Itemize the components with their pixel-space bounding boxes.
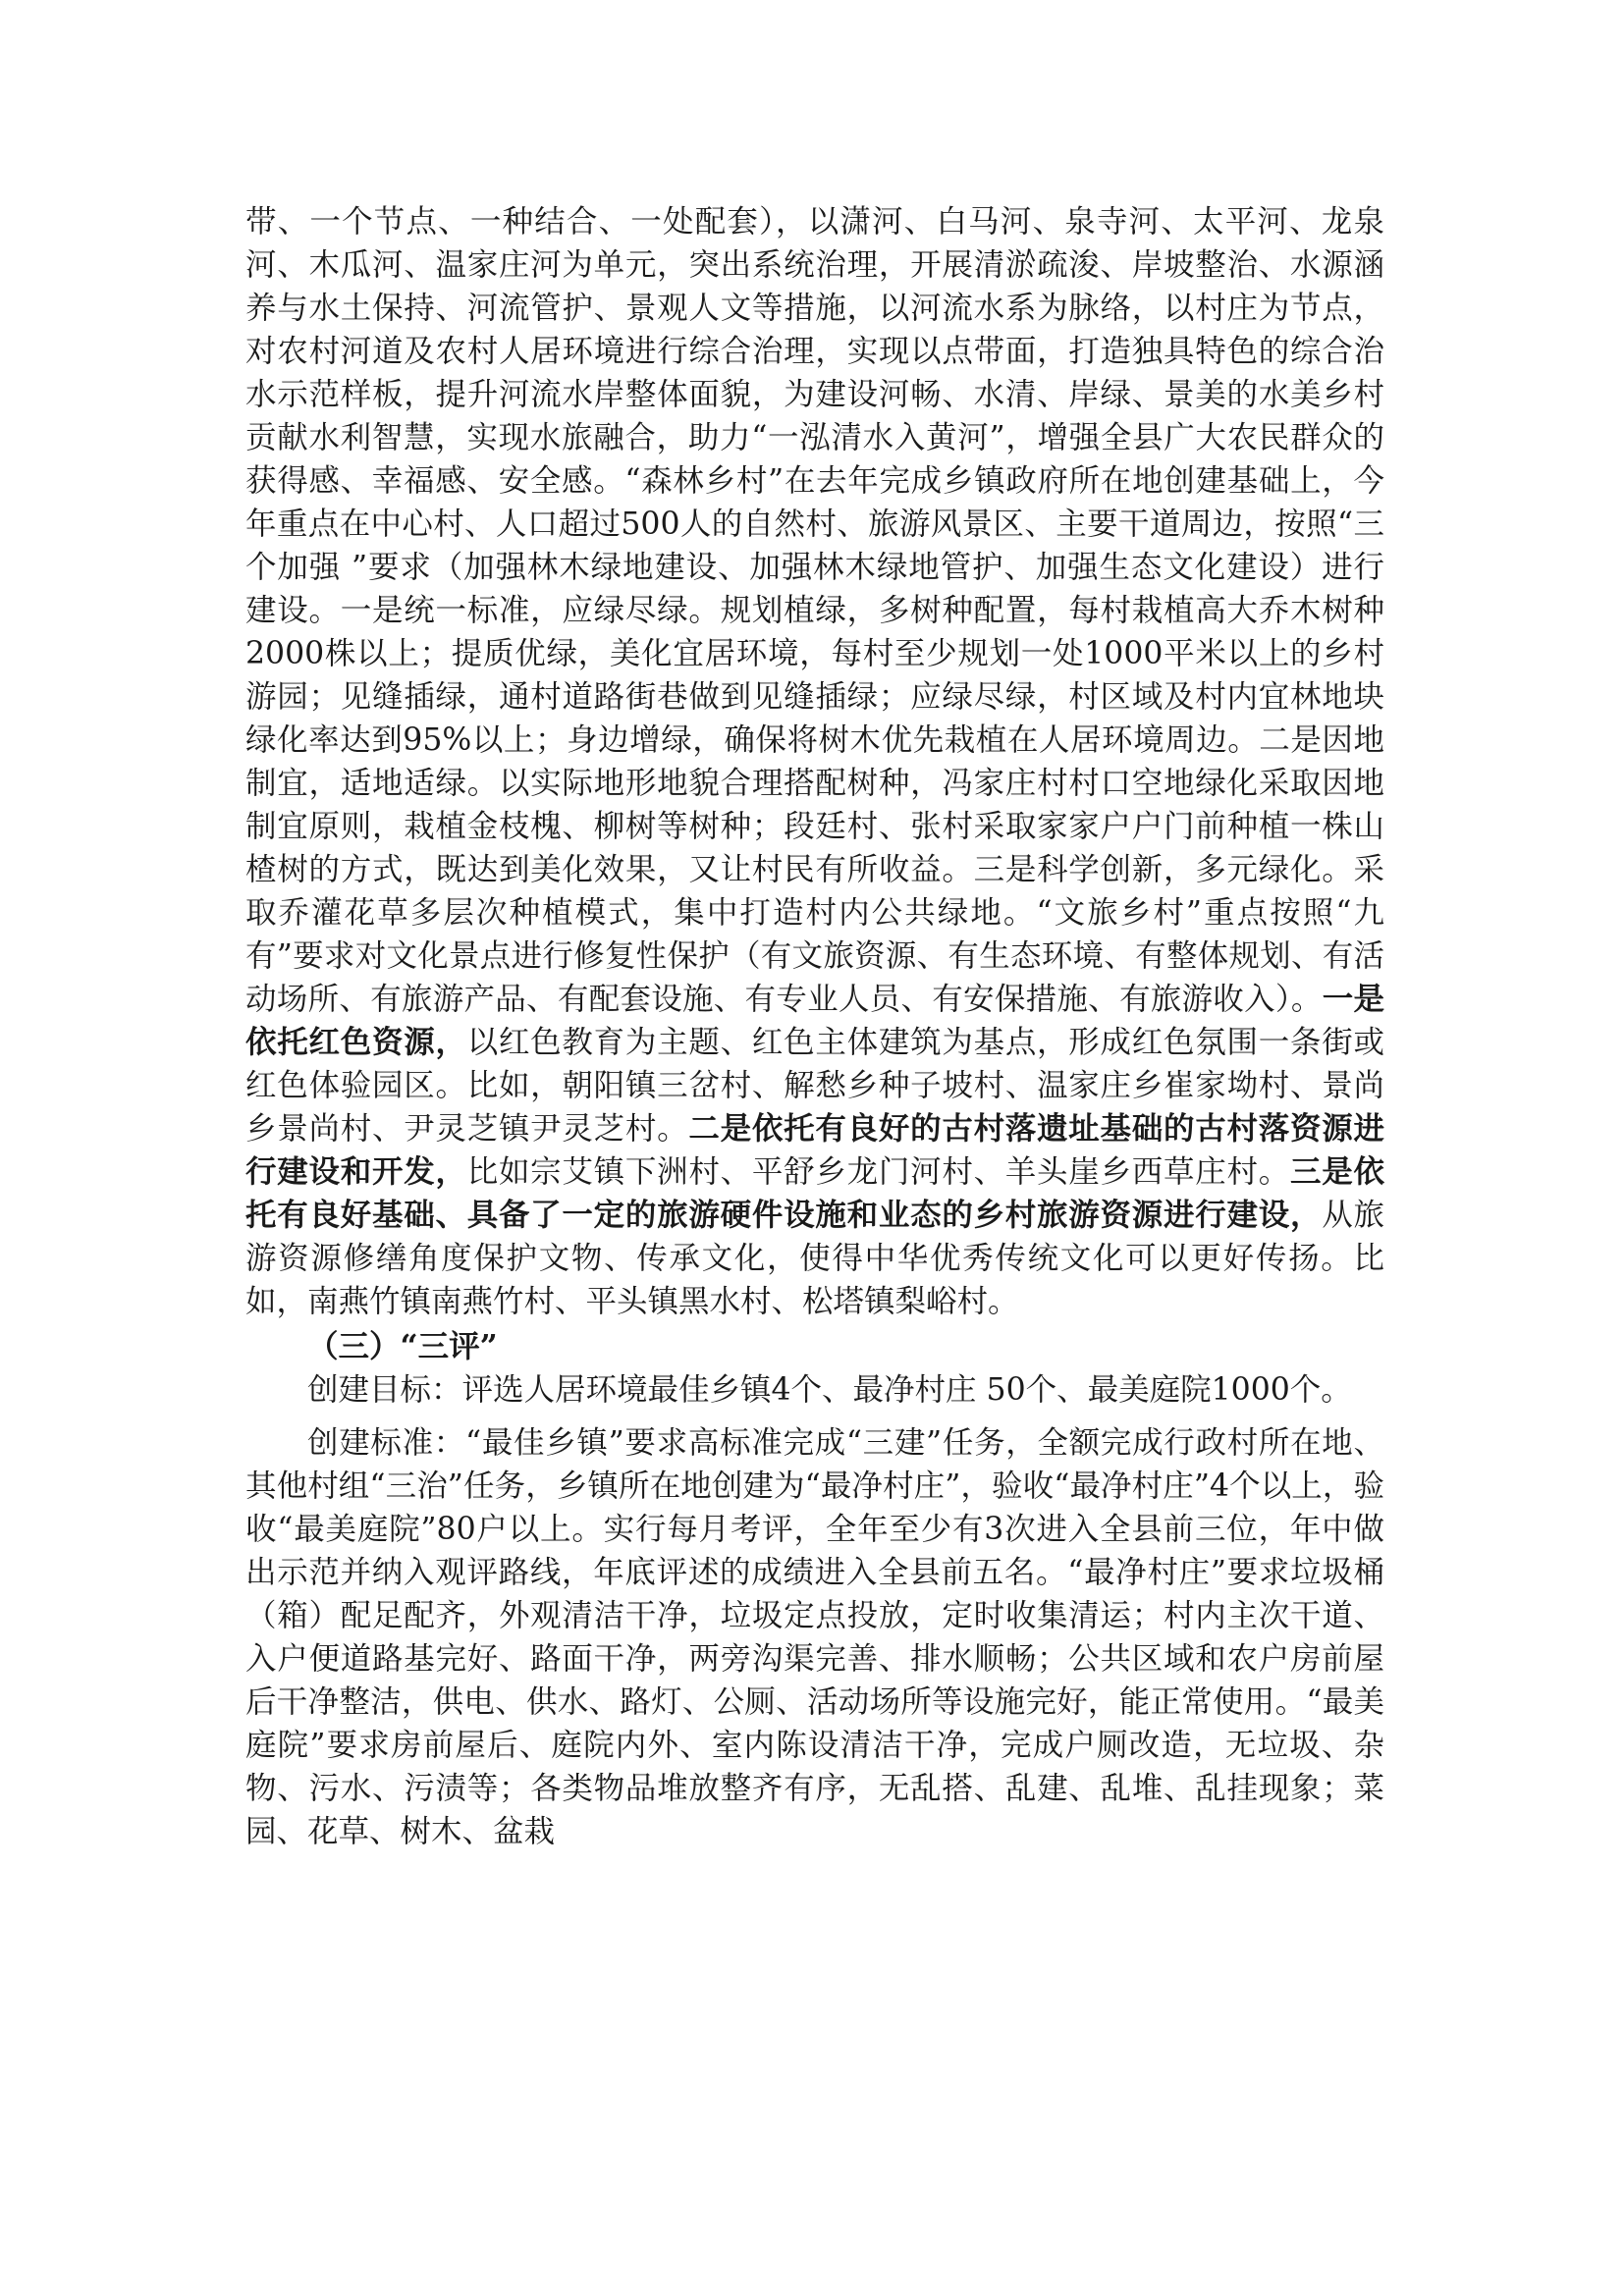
- paragraph-text: 以红色教育为主题、红色主体建筑为基点，形成红色氛围一条街或红色体验园区。比如，朝阳镇三岔村、解愁乡种子坡村、温家庄乡崔家坳村、景尚乡景尚村、尹灵芝镇尹灵芝村。: [245, 1025, 1384, 1147]
- body-paragraph: [245, 200, 1384, 1323]
- paragraph-text: 带、一个节点、一种结合、一处配套），以潇河、白马河、泉寺河、太平河、龙泉河、木瓜河、温家庄河为单元，突出系统治理，开展清淤疏浚、岸坡整治、水源涵养与水土保持、河流管护、景观人文等措施，以河流水系为脉络，以村庄为节点，对农村河道及农村人居环境进行综合治理，实现以点带面，打造独具特色的综合治水示范样板，提升河流水岸整体面貌，为建设河畅、水清、岸绿、景美的水美乡村贡献水利智慧，实现水旅融合，助力“一泓清水入黄河”，增强全县广大农民群众的获得感、幸福感、安全感。“森林乡村”在去年完成乡镇政府所在地创建基础上，今年重点在中心村、人口超过500人的自然村、旅游风景区、主要干道周边，按照“三个加强 ”要求（加强林木绿地建设、加强林木绿地管护、加强生态文化建设）进行建设。一是统一标准，应绿尽绿。规划植绿，多树种配置，每村栽植高大乔木树种2000株以上；提质优绿，美化宜居环境，每村至少规划一处1000平米以上的乡村游园；见缝插绿，通村道路街巷做到见缝插绿；应绿尽绿，村区域及村内宜林地块绿化率达到95%以上；身边增绿，确保将树木优先栽植在人居环境周边。二是因地制宜，适地适绿。以实际地形地貌合理搭配树种，冯家庄村村口空地绿化采取因地制宜原则，栽植金枝槐、柳树等树种；段廷村、张村采取家家户户门前种植一株山楂树的方式，既达到美化效果，又让村民有所收益。三是科学创新，多元绿化。采取乔灌花草多层次种植模式，集中打造村内公共绿地。“文旅乡村”重点按照“九有”要求对文化景点进行修复性保护（有文旅资源、有生态环境、有整体规划、有活动场所、有旅游产品、有配套设施、有专业人员、有安保措施、有旅游收入）。: [245, 204, 1384, 1017]
- bold-emphasis: 三是依托有良好基础、具备了一定的旅游硬件设施和业态的乡村旅游资源进行建设，: [245, 1153, 1384, 1233]
- standard-paragraph: 创建标准：“最佳乡镇”要求高标准完成“三建”任务，全额完成行政村所在地、其他村组“三治”任务，乡镇所在地创建为“最净村庄”，验收“最净村庄”4个以上，验收“最美庭院”80户以上。实行每月考评，全年至少有3次进入全县前三位，年中做出示范并纳入观评路线，年底评述的成绩进入全县前五名。“最净村庄”要求垃圾桶（箱）配足配齐，外观清洁干净，垃圾定点投放，定时收集清运；村内主次干道、入户便道路基完好、路面干净，两旁沟渠完善、排水顺畅；公共区域和农户房前屋后干净整洁，供电、供水、路灯、公厕、活动场所等设施完好，能正常使用。“最美庭院”要求房前屋后、庭院内外、室内陈设清洁干净，完成户厕改造，无垃圾、杂物、污水、污渍等；各类物品堆放整齐有序，无乱搭、乱建、乱堆、乱挂现象；菜园、花草、树木、盆栽: [245, 1425, 1384, 1849]
- bold-emphasis: 二是依托有良好的古村落遗址基础的古村落资源进行建设和开发，: [245, 1110, 1384, 1190]
- document-page: [245, 200, 1384, 1853]
- goal-paragraph: 创建目标：评选人居环境最佳乡镇4个、最净村庄 50个、最美庭院1000个。: [307, 1372, 1352, 1408]
- bold-emphasis: 一是依托红色资源，: [245, 981, 1384, 1060]
- paragraph-text: 从旅游资源修缮角度保护文物、传承文化，使得中华优秀传统文化可以更好传扬。比如，南燕竹镇南燕竹村、平头镇黑水村、松塔镇梨峪村。: [245, 1198, 1384, 1319]
- paragraph-text: 比如宗艾镇下洲村、平舒乡龙门河村、羊头崖乡西草庄村。: [466, 1154, 1290, 1190]
- section-heading: （三）“三评”: [307, 1328, 498, 1364]
